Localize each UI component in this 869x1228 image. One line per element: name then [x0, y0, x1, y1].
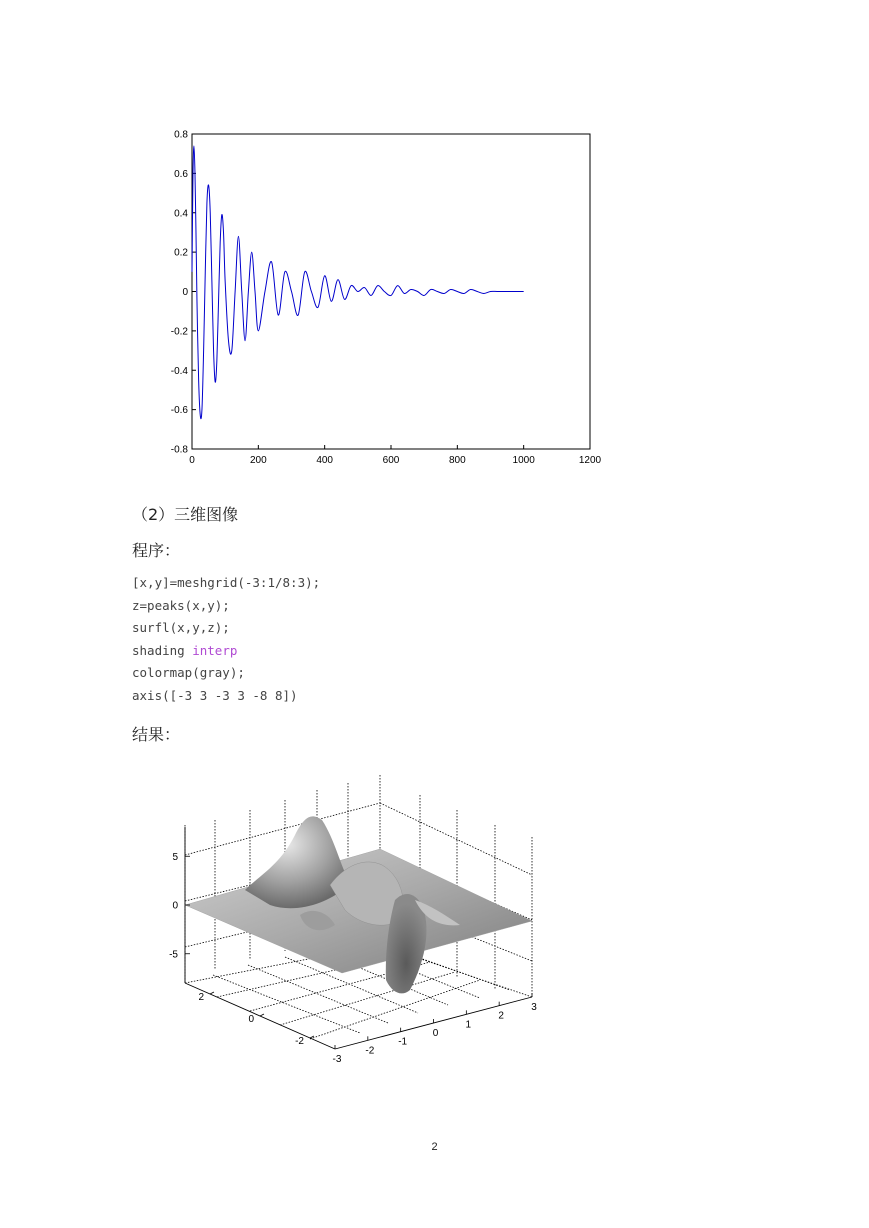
x-tick-label: 800: [448, 455, 466, 466]
result-label: 结果：: [132, 725, 181, 744]
z-tick-label: 0: [172, 900, 178, 912]
z-tick-label: -5: [169, 949, 178, 961]
section-heading: （2）三维图像: [132, 505, 239, 524]
x-tick-label: 1200: [578, 455, 602, 466]
surface-tick: [210, 992, 214, 994]
x-tick-label: 1: [465, 1019, 472, 1031]
x-tick-label: 0: [189, 455, 195, 466]
x-tick-label: 1000: [512, 455, 535, 466]
y-tick-label: -2: [295, 1036, 304, 1047]
x-tick-label: -3: [332, 1054, 342, 1065]
program-label: 程序：: [132, 541, 181, 560]
x-tick-label: 600: [382, 455, 400, 466]
surface: [185, 816, 532, 993]
x-tick-label: 3: [531, 1002, 537, 1013]
y-tick-label: -0.4: [170, 365, 188, 377]
y-tick-label: -0.6: [170, 405, 188, 417]
surface-tick: [260, 1014, 264, 1016]
y-tick-label: 2: [198, 992, 204, 1003]
x-tick-label: -2: [365, 1045, 375, 1057]
y-tick-label: 0.2: [174, 247, 188, 259]
y-tick-label: -0.2: [170, 326, 188, 338]
y-tick-label: -0.8: [170, 444, 188, 456]
peaks-surface-plot: [160, 765, 560, 1075]
x-tick-label: 0: [432, 1028, 439, 1039]
code-line: axis([-3 3 -3 3 -8 8]): [132, 687, 298, 703]
x-tick-label: 400: [316, 455, 334, 466]
x-tick-label: -1: [398, 1036, 408, 1048]
y-tick-label: 0.4: [174, 208, 188, 220]
code-keyword: interp: [192, 642, 238, 658]
damped-oscillation-chart: [150, 120, 620, 470]
y-tick-label: 0.8: [174, 129, 188, 141]
code-line: [132, 640, 320, 663]
code-line: z=peaks(x,y);: [132, 597, 230, 613]
x-tick-label: 2: [498, 1010, 504, 1022]
plot-frame: [192, 134, 590, 449]
y-tick-label: 0.6: [174, 168, 188, 180]
code-line: [x,y]=meshgrid(-3:1/8:3);: [132, 575, 321, 590]
y-tick-label: 0: [182, 287, 188, 298]
code-line: surfl(x,y,z);: [132, 620, 230, 635]
x-tick-label: 200: [249, 455, 267, 466]
z-tick-label: 5: [172, 851, 178, 863]
code-command: shading: [132, 642, 193, 658]
code-line: colormap(gray);: [132, 665, 245, 680]
code-block: [132, 572, 320, 707]
y-tick-label: 0: [248, 1014, 254, 1025]
page-number: 2: [431, 1141, 438, 1153]
